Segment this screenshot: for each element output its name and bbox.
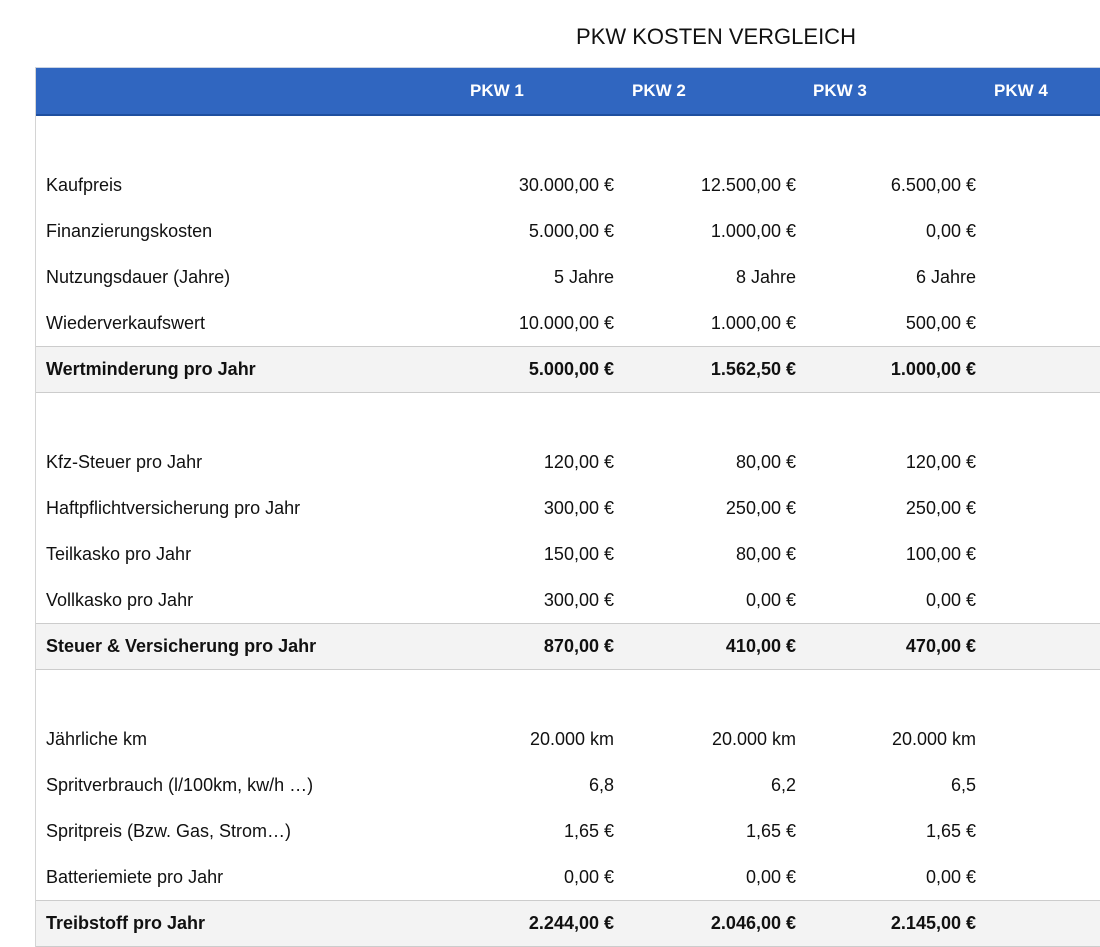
table-row-vollkasko[interactable] xyxy=(36,577,1100,623)
cell-pkw-1[interactable]: 10.000,00 € xyxy=(518,313,614,333)
summary-cell-pkw-1: 2.244,00 € xyxy=(528,913,614,933)
summary-cell-pkw-1: 5.000,00 € xyxy=(528,359,614,379)
table-row-spritverbrauch[interactable] xyxy=(36,762,1100,808)
cell-pkw-1[interactable]: 150,00 € xyxy=(543,544,614,564)
cell-pkw-1[interactable]: 5.000,00 € xyxy=(528,221,614,241)
summary-cell-pkw-3: 1.000,00 € xyxy=(890,359,976,379)
cell-pkw-1[interactable]: 6,8 xyxy=(588,775,614,795)
cell-pkw-1[interactable]: 0,00 € xyxy=(563,867,614,887)
table-row-kfz-steuer[interactable] xyxy=(36,439,1100,485)
row-label: Kaufpreis xyxy=(46,175,123,195)
cell-pkw-1[interactable]: 5 Jahre xyxy=(553,267,614,287)
table-row-wiederverkaufswert[interactable] xyxy=(36,300,1100,346)
cell-pkw-2[interactable]: 0,00 € xyxy=(745,590,796,610)
table-row-nutzungsdauer[interactable] xyxy=(36,254,1100,300)
cost-comparison-table xyxy=(35,67,1100,947)
spacer-row xyxy=(36,670,1100,716)
cell-pkw-3[interactable]: 1,65 € xyxy=(925,821,976,841)
cell-pkw-3[interactable]: 20.000 km xyxy=(891,729,976,749)
page-title: PKW KOSTEN VERGLEICH xyxy=(576,24,856,49)
summary-label: Treibstoff pro Jahr xyxy=(46,913,206,933)
table-row-spritpreis[interactable] xyxy=(36,808,1100,854)
cell-pkw-1[interactable]: 120,00 € xyxy=(543,452,614,472)
summary-cell-pkw-3: 470,00 € xyxy=(905,636,976,656)
cell-pkw-3[interactable]: 0,00 € xyxy=(925,221,976,241)
cell-pkw-3[interactable]: 120,00 € xyxy=(905,452,976,472)
summary-cell-pkw-2: 2.046,00 € xyxy=(710,913,796,933)
row-label: Vollkasko pro Jahr xyxy=(46,590,194,610)
table-row-kaufpreis[interactable] xyxy=(36,162,1100,208)
cell-pkw-2[interactable]: 250,00 € xyxy=(725,498,796,518)
cell-pkw-2[interactable]: 1.000,00 € xyxy=(710,221,796,241)
table-row-haftpflicht[interactable] xyxy=(36,485,1100,531)
column-header-pkw-4[interactable]: PKW 4 xyxy=(994,81,1048,100)
column-header-pkw-1[interactable]: PKW 1 xyxy=(470,81,524,100)
row-label: Nutzungsdauer (Jahre) xyxy=(46,267,231,287)
cell-pkw-1[interactable]: 300,00 € xyxy=(543,498,614,518)
spacer-row xyxy=(36,393,1100,439)
summary-row-treibstoff xyxy=(36,900,1100,947)
row-label: Kfz-Steuer pro Jahr xyxy=(46,452,203,472)
cell-pkw-1[interactable]: 1,65 € xyxy=(563,821,614,841)
cell-pkw-1[interactable]: 300,00 € xyxy=(543,590,614,610)
row-label: Jährliche km xyxy=(46,729,148,749)
row-label: Spritpreis (Bzw. Gas, Strom…) xyxy=(46,821,292,841)
cell-pkw-1[interactable]: 30.000,00 € xyxy=(518,175,614,195)
cell-pkw-3[interactable]: 6 Jahre xyxy=(915,267,976,287)
row-label: Finanzierungskosten xyxy=(46,221,213,241)
column-header-pkw-2[interactable]: PKW 2 xyxy=(632,81,686,100)
cell-pkw-2[interactable]: 1,65 € xyxy=(745,821,796,841)
row-label: Wiederverkaufswert xyxy=(46,313,206,333)
table-row-teilkasko[interactable] xyxy=(36,531,1100,577)
summary-row-wertminderung xyxy=(36,346,1100,393)
cell-pkw-2[interactable]: 6,2 xyxy=(770,775,796,795)
table-row-batteriemiete[interactable] xyxy=(36,854,1100,900)
cell-pkw-2[interactable]: 1.000,00 € xyxy=(710,313,796,333)
column-header-pkw-3[interactable]: PKW 3 xyxy=(813,81,867,100)
cell-pkw-3[interactable]: 6,5 xyxy=(950,775,976,795)
cell-pkw-3[interactable]: 0,00 € xyxy=(925,867,976,887)
cell-pkw-1[interactable]: 20.000 km xyxy=(529,729,614,749)
row-label: Batteriemiete pro Jahr xyxy=(46,867,224,887)
cell-pkw-3[interactable]: 100,00 € xyxy=(905,544,976,564)
summary-cell-pkw-1: 870,00 € xyxy=(543,636,614,656)
row-label: Teilkasko pro Jahr xyxy=(46,544,192,564)
cell-pkw-2[interactable]: 20.000 km xyxy=(711,729,796,749)
summary-cell-pkw-2: 1.562,50 € xyxy=(710,359,796,379)
cell-pkw-2[interactable]: 0,00 € xyxy=(745,867,796,887)
spacer-row xyxy=(36,116,1100,162)
cell-pkw-3[interactable]: 0,00 € xyxy=(925,590,976,610)
summary-label: Steuer & Versicherung pro Jahr xyxy=(46,636,317,656)
table-header xyxy=(36,67,1100,116)
cell-pkw-2[interactable]: 8 Jahre xyxy=(735,267,796,287)
cell-pkw-3[interactable]: 6.500,00 € xyxy=(890,175,976,195)
summary-row-steuer-versicherung xyxy=(36,623,1100,670)
table-row-finanzierungskosten[interactable] xyxy=(36,208,1100,254)
summary-label: Wertminderung pro Jahr xyxy=(46,359,256,379)
cell-pkw-3[interactable]: 500,00 € xyxy=(905,313,976,333)
summary-cell-pkw-2: 410,00 € xyxy=(725,636,796,656)
cell-pkw-2[interactable]: 12.500,00 € xyxy=(700,175,796,195)
summary-cell-pkw-3: 2.145,00 € xyxy=(890,913,976,933)
cell-pkw-3[interactable]: 250,00 € xyxy=(905,498,976,518)
row-label: Spritverbrauch (l/100km, kw/h …) xyxy=(46,775,314,795)
table-row-jaehrliche-km[interactable] xyxy=(36,716,1100,762)
cell-pkw-2[interactable]: 80,00 € xyxy=(735,544,796,564)
row-label: Haftpflichtversicherung pro Jahr xyxy=(46,498,301,518)
cell-pkw-2[interactable]: 80,00 € xyxy=(735,452,796,472)
